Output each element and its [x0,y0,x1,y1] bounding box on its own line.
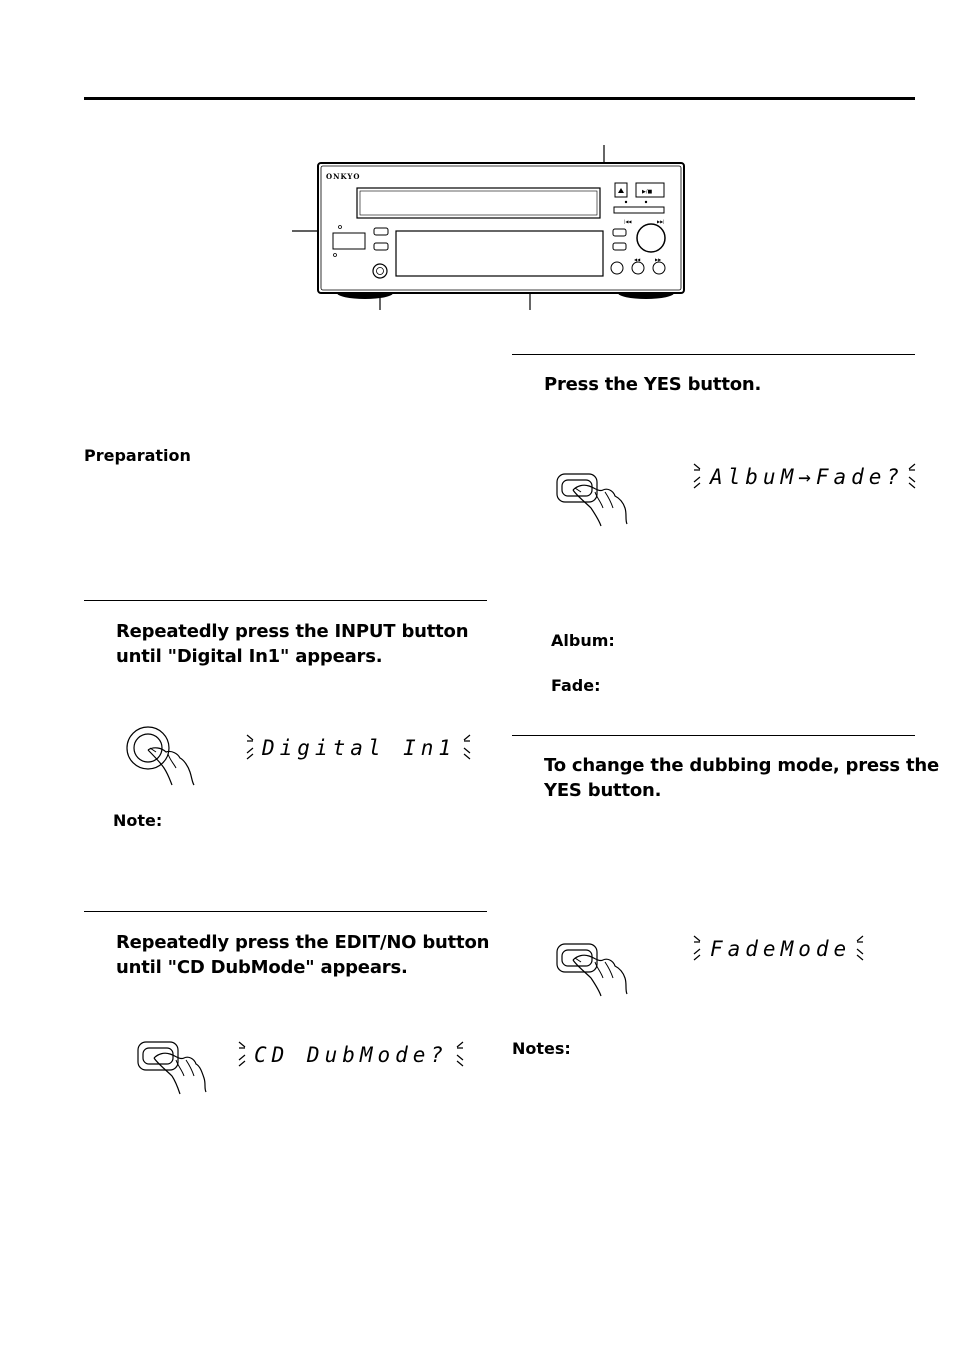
preparation-label: Preparation [84,446,191,465]
step3-heading: Press the YES button. [544,374,762,395]
step1-heading-line1: Repeatedly press the INPUT button [116,621,469,642]
yes-button-press-illustration [555,468,635,528]
step1-display-sparks-right [462,733,472,761]
step2-display-sparks-right [455,1040,465,1068]
svg-text:◀◀: ◀◀ [634,257,641,262]
step4-rule [512,735,915,736]
top-rule [84,97,915,100]
svg-text:|◀◀: |◀◀ [624,219,632,224]
step1-heading-line2: until "Digital In1" appears. [116,646,383,667]
input-button-press-illustration [126,722,201,787]
svg-text:ONKYO: ONKYO [326,172,361,181]
fade-label: Fade: [551,676,601,695]
step4-display-sparks-right [855,934,865,962]
album-label: Album: [551,631,615,650]
notes-label: Notes: [512,1039,571,1058]
svg-text:▶▶|: ▶▶| [657,219,665,224]
step3-rule [512,354,915,355]
step3-display-sparks-right [907,462,917,490]
device-illustration [290,140,690,315]
step2-heading-line2: until "CD DubMode" appears. [116,957,408,978]
step2-heading-line1: Repeatedly press the EDIT/NO button [116,932,490,953]
step1-rule [84,600,487,601]
step3-display: AlbuM→Fade? [710,465,905,489]
svg-text:▶/■: ▶/■ [642,189,653,195]
step4-display-sparks-left [692,934,702,962]
step2-display-sparks-left [237,1040,247,1068]
step4-display: FadeMode [710,937,852,961]
edit-no-button-press-illustration [136,1036,211,1096]
step4-heading-line2: YES button. [544,780,662,801]
yes-button-press-illustration-2 [555,938,635,998]
step2-rule [84,911,487,912]
step4-heading-line1: To change the dubbing mode, press the [544,755,940,776]
step1-note-label: Note: [113,811,163,830]
step2-display: CD DubMode? [254,1043,449,1067]
step1-display-sparks-left [245,733,255,761]
svg-text:▶▶: ▶▶ [655,257,662,262]
step3-display-sparks-left [692,462,702,490]
step1-display: Digital In1 [262,736,457,760]
